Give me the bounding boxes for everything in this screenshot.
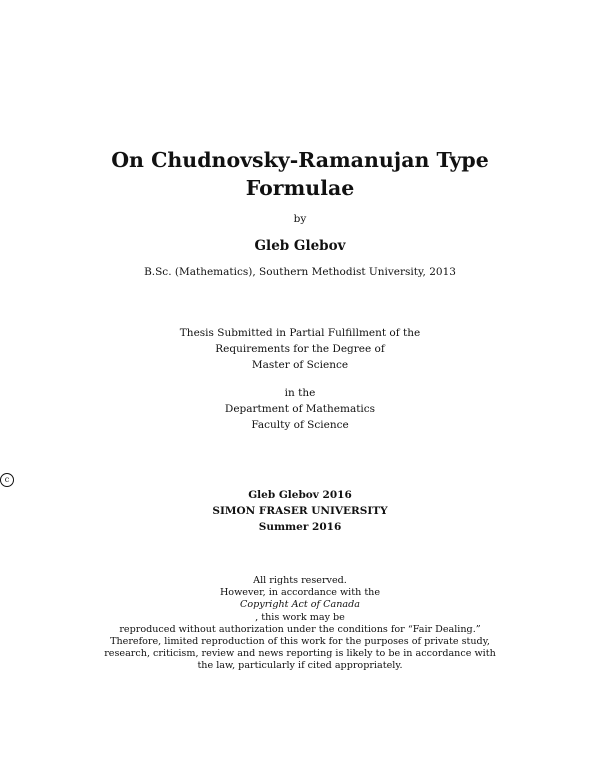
rights-line-2	[0, 587, 600, 624]
rights-line-1: All rights reserved.	[253, 575, 347, 586]
copyright-act-title: Copyright Act of Canada	[240, 599, 360, 611]
title-line-2: Formulae	[245, 176, 355, 200]
in-the-label: in the	[284, 387, 316, 399]
rights-line-5: research, criticism, review and news reporting is likely to be in accordance with	[104, 648, 496, 660]
rights-notice	[0, 575, 600, 673]
copyright-holder: Gleb Glebov 2016	[248, 489, 352, 501]
copyright-line	[0, 473, 600, 503]
rights-line-2-pre: However, in accordance with the	[219, 587, 381, 599]
department-name: Department of Mathematics	[224, 403, 376, 415]
by-label: by	[293, 213, 307, 225]
rights-line-2-post: , this work may be	[255, 611, 345, 623]
thesis-title	[0, 146, 600, 202]
rights-line-4: Therefore, limited reproduction of this work for the purposes of private study,	[110, 636, 490, 648]
department-block	[0, 385, 600, 433]
copyright-block	[0, 473, 600, 535]
thesis-line-1: Thesis Submitted in Partial Fulfillment of the	[179, 327, 421, 339]
thesis-line-3: Master of Science	[251, 359, 349, 371]
rights-line-6: the law, particularly if cited appropriately.	[197, 660, 403, 672]
rights-line-3: reproduced without authorization under the conditions for “Fair Dealing.”	[119, 623, 481, 635]
thesis-statement	[0, 325, 600, 373]
university-name: SIMON FRASER UNIVERSITY	[212, 505, 388, 517]
faculty-name: Faculty of Science	[251, 419, 349, 431]
copyright-icon: c	[0, 473, 14, 487]
thesis-line-2: Requirements for the Degree of	[215, 343, 385, 355]
term: Summer 2016	[258, 521, 342, 533]
title-line-1: On Chudnovsky-Ramanujan Type	[111, 148, 489, 172]
prior-degree: B.Sc. (Mathematics), Southern Methodist University, 2013	[144, 266, 456, 278]
author-name: Gleb Glebov	[254, 238, 346, 254]
